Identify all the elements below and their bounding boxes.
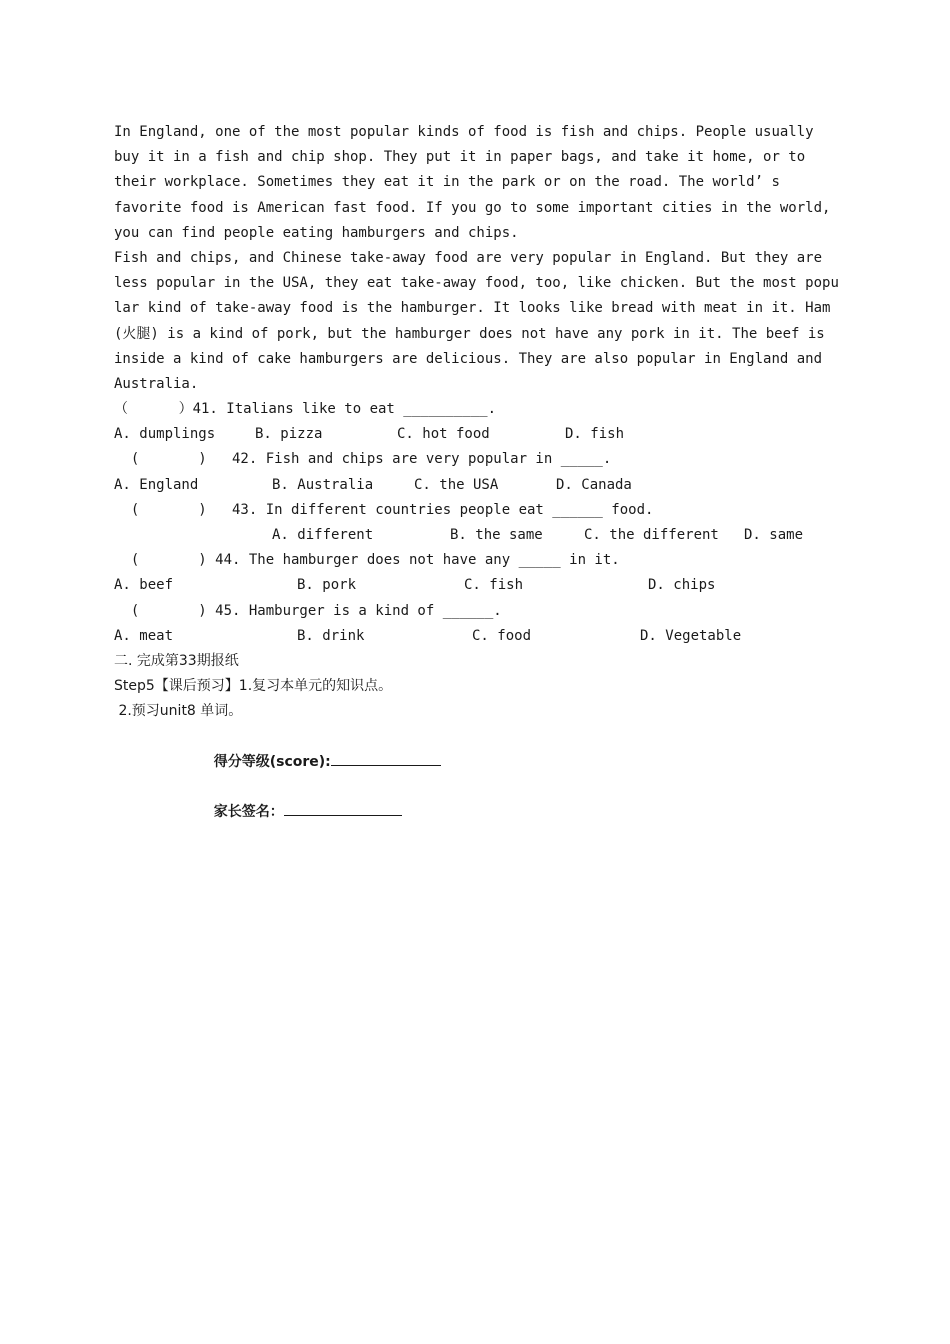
option-b: B. drink xyxy=(297,627,365,644)
question-45 xyxy=(114,599,844,649)
option-b: B. pizza xyxy=(255,426,323,443)
option-b: B. the same xyxy=(450,527,543,543)
question-stem: ( ) 45. Hamburger is a kind of ______. xyxy=(114,602,502,619)
option-c: C. food xyxy=(472,627,532,644)
passage-line: favorite food is American fast food. If you go to some important cities in the world, xyxy=(114,199,831,216)
parent-signature-field[interactable] xyxy=(284,801,402,816)
question-stem: ( ) 44. The hamburger does not have any _____ in it. xyxy=(114,552,620,569)
option-c: C. the USA xyxy=(414,476,499,493)
question-42 xyxy=(114,447,844,497)
worksheet-page xyxy=(114,120,844,821)
option-d: D. fish xyxy=(565,426,625,443)
option-c: C. the different xyxy=(584,527,719,543)
option-d: D. Canada xyxy=(556,476,632,493)
question-stem: ( ) 43. In different countries people eat ______ food. xyxy=(114,501,654,518)
passage-line: buy it in a fish and chip shop. They put it in paper bags, and take it home, or to xyxy=(114,149,806,166)
option-a: A. beef xyxy=(114,577,174,594)
option-d: D. chips xyxy=(648,577,716,594)
option-a: A. England xyxy=(114,476,199,493)
option-a: A. dumplings xyxy=(114,426,216,443)
preview-task: 2.预习unit8 单词。 xyxy=(114,703,243,720)
option-b: B. Australia xyxy=(272,476,374,493)
question-stem: ( ) 42. Fish and chips are very popular in _____. xyxy=(114,451,612,468)
passage-line: Fish and chips, and Chinese take-away food are very popular in England. But they are xyxy=(114,249,823,266)
passage-line: less popular in the USA, they eat take-away food, too, like chicken. But the most popu xyxy=(114,275,839,292)
passage-line: you can find people eating hamburgers and chips. xyxy=(114,224,519,241)
passage-line: lar kind of take-away food is the hamburger. It looks like bread with meat in it. Ham xyxy=(114,300,831,317)
option-d: D. Vegetable xyxy=(640,627,742,644)
passage-line: (火腿) is a kind of pork, but the hamburger does not have any pork in it. The beef is xyxy=(114,325,825,342)
option-d: D. same xyxy=(744,527,804,543)
signature-row xyxy=(114,725,844,821)
reading-passage xyxy=(114,120,844,397)
option-b: B. pork xyxy=(297,577,357,594)
parent-signature-label: 家长签名： xyxy=(213,804,284,821)
question-stem: （ ）41. Italians like to eat __________. xyxy=(114,401,497,418)
score-field[interactable] xyxy=(331,751,441,766)
options-row xyxy=(114,523,844,548)
step5-task: Step5【课后预习】1.复习本单元的知识点。 xyxy=(114,678,393,695)
section-two-task: 二. 完成第33期报纸 xyxy=(114,652,239,669)
option-a: A. different xyxy=(272,527,374,543)
passage-line: Australia. xyxy=(114,375,199,392)
passage-line: In England, one of the most popular kinds of food is fish and chips. People usually xyxy=(114,124,814,140)
options-row xyxy=(114,473,844,498)
options-row xyxy=(114,573,844,598)
options-row xyxy=(114,422,844,447)
option-a: A. meat xyxy=(114,627,174,644)
score-label: 得分等级(score): xyxy=(213,753,331,770)
passage-line: their workplace. Sometimes they eat it in the park or on the road. The world’ s xyxy=(114,174,780,191)
options-row xyxy=(114,624,844,649)
question-43 xyxy=(114,498,844,548)
question-44 xyxy=(114,548,844,598)
passage-line: inside a kind of cake hamburgers are delicious. They are also popular in England and xyxy=(114,350,823,367)
question-41 xyxy=(114,397,844,447)
option-c: C. fish xyxy=(464,577,524,594)
option-c: C. hot food xyxy=(397,426,490,443)
